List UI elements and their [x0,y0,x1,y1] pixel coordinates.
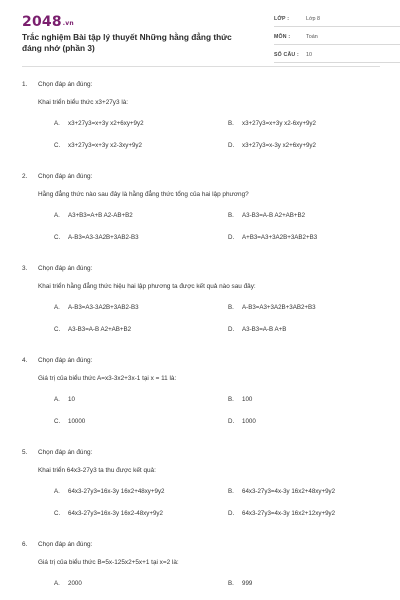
answer-text: 64x3-27y3=4x-3y 16x2+48xy+9y2 [242,488,336,495]
answer-option-d[interactable] [228,234,398,241]
answer-text: 64x3-27y3=16x-3y 16x2+48xy+9y2 [68,488,165,495]
question-header [22,260,380,279]
question-list [22,76,380,597]
answer-letter: C. [54,510,61,517]
meta-subject [274,32,400,45]
answer-text: A3-B3=A-B A+B [242,326,287,333]
answer-text: 2000 [68,580,82,587]
logo-text: 2048 [22,14,62,30]
question-number: 3. [22,265,28,272]
answer-text: x3+27y3=x+3y x2-3xy+9y2 [68,142,142,149]
answer-options [22,207,380,251]
answer-letter: B. [228,396,234,403]
answer-option-b[interactable] [228,580,398,587]
answer-text: 10 [68,396,75,403]
answer-letter: A. [54,120,60,127]
answer-letter: D. [228,142,235,149]
logo-suffix: .vn [62,20,74,27]
answer-option-a[interactable] [54,120,224,127]
answer-option-a[interactable] [54,304,224,311]
question-text: Giá trị của biểu thức A=x3-3x2+3x-1 tại x = 11 là: [38,375,177,382]
answer-letter: B. [228,304,234,311]
answer-options [22,575,380,597]
answer-row [38,299,380,321]
answer-option-b[interactable] [228,304,398,311]
answer-option-a[interactable] [54,212,224,219]
meta-grade [274,14,400,27]
question-header [22,76,380,95]
answer-option-d[interactable] [228,418,398,425]
answer-letter: C. [54,418,61,425]
answer-letter: B. [228,120,234,127]
question-spacer [22,435,380,444]
answer-option-d[interactable] [228,510,398,517]
meta-value: 10 [306,52,312,58]
answer-text: 1000 [242,418,256,425]
question-spacer [22,527,380,536]
meta-question-count [274,50,400,63]
question-2 [22,168,380,260]
answer-letter: A. [54,580,60,587]
answer-option-a[interactable] [54,396,224,403]
question-number: 2. [22,173,28,180]
quiz-meta [274,14,400,68]
question-text: Giá trị của biểu thức B=5x-125x2+5x+1 tại x=2 là: [38,559,179,566]
answer-row [38,321,380,343]
answer-option-b[interactable] [228,212,398,219]
question-1 [22,76,380,168]
answer-letter: A. [54,488,60,495]
answer-option-c[interactable] [54,142,224,149]
answer-text: A-B3=A3+3A2B+3AB2+B3 [242,304,316,311]
question-number: 5. [22,449,28,456]
meta-label: LỚP : [274,16,290,22]
answer-text: A3-B3=A-B A2+AB+B2 [242,212,306,219]
meta-value: Toán [306,34,318,40]
question-text: Khai triển biểu thức x3+27y3 là: [38,99,129,106]
question-spacer [22,251,380,260]
answer-options [22,299,380,343]
answer-text: 100 [242,396,253,403]
answer-option-b[interactable] [228,396,398,403]
answer-row [38,229,380,251]
answer-letter: D. [228,510,235,517]
question-5 [22,444,380,536]
meta-label: MÔN : [274,34,291,40]
answer-text: x3+27y3=x+3y x2-6xy+9y2 [242,120,316,127]
answer-letter: C. [54,142,61,149]
answer-text: 10000 [68,418,86,425]
answer-option-d[interactable] [228,142,398,149]
question-text: Khai triển 64x3-27y3 ta thu được kết quả: [38,467,156,474]
answer-option-a[interactable] [54,580,224,587]
answer-options [22,483,380,527]
answer-text: A3+B3=A+B A2-AB+B2 [68,212,133,219]
answer-options [22,115,380,159]
answer-row [38,115,380,137]
answer-letter: B. [228,488,234,495]
question-instruction: Chọn đáp án đúng: [38,81,93,88]
site-logo[interactable] [22,14,74,30]
page-title: Trắc nghiệm Bài tập lý thuyết Những hằng đẳng thức đáng nhớ (phần 3) [22,32,232,53]
answer-text: 64x3-27y3=4x-3y 16x2+12xy+9y2 [242,510,336,517]
question-instruction: Chọn đáp án đúng: [38,449,93,456]
answer-option-b[interactable] [228,488,398,495]
answer-option-a[interactable] [54,488,224,495]
answer-letter: A. [54,212,60,219]
question-number: 1. [22,81,28,88]
answer-letter: C. [54,234,61,241]
answer-row [38,505,380,527]
answer-row [38,391,380,413]
question-number: 6. [22,541,28,548]
question-spacer [22,343,380,352]
question-header [22,352,380,371]
answer-row [38,575,380,597]
answer-option-d[interactable] [228,326,398,333]
header-divider [22,66,380,67]
answer-text: x3+27y3=x+3y x2+6xy+9y2 [68,120,144,127]
answer-text: 999 [242,580,253,587]
question-header [22,168,380,187]
answer-text: 64x3-27y3=16x-3y 16x2-48xy+9y2 [68,510,163,517]
answer-text: A+B3=A3+3A2B+3AB2+B3 [242,234,318,241]
question-instruction: Chọn đáp án đúng: [38,541,93,548]
answer-option-c[interactable] [54,418,224,425]
question-instruction: Chọn đáp án đúng: [38,265,93,272]
answer-row [38,137,380,159]
answer-text: A3-B3=A-B A2+AB+B2 [68,326,132,333]
answer-row [38,413,380,435]
answer-option-c[interactable] [54,510,224,517]
question-header [22,536,380,555]
answer-letter: D. [228,418,235,425]
question-6 [22,536,380,597]
meta-value: Lớp 8 [306,16,321,22]
question-header [22,444,380,463]
document-header [22,14,382,56]
answer-letter: B. [228,580,234,587]
answer-option-b[interactable] [228,120,398,127]
answer-option-c[interactable] [54,326,224,333]
question-spacer [22,159,380,168]
answer-option-c[interactable] [54,234,224,241]
question-number: 4. [22,357,28,364]
answer-letter: A. [54,396,60,403]
question-text: Khai triển hằng đẳng thức hiệu hai lập phương ta được kết quả nào sau đây: [38,283,256,290]
answer-letter: B. [228,212,234,219]
meta-label: SỐ CÂU : [274,52,299,58]
question-3 [22,260,380,352]
answer-row [38,207,380,229]
question-4 [22,352,380,444]
question-instruction: Chọn đáp án đúng: [38,357,93,364]
answer-text: x3+27y3=x-3y x2+6xy+9y2 [242,142,316,149]
answer-letter: D. [228,234,235,241]
answer-text: A-B3=A3-3A2B+3AB2-B3 [68,304,139,311]
answer-letter: A. [54,304,60,311]
answer-letter: D. [228,326,235,333]
answer-text: A-B3=A3-3A2B+3AB2-B3 [68,234,139,241]
answer-row [38,483,380,505]
answer-letter: C. [54,326,61,333]
question-text: Hằng đẳng thức nào sau đây là hằng đẳng thức tổng của hai lập phương? [38,191,249,198]
question-instruction: Chọn đáp án đúng: [38,173,93,180]
answer-options [22,391,380,435]
